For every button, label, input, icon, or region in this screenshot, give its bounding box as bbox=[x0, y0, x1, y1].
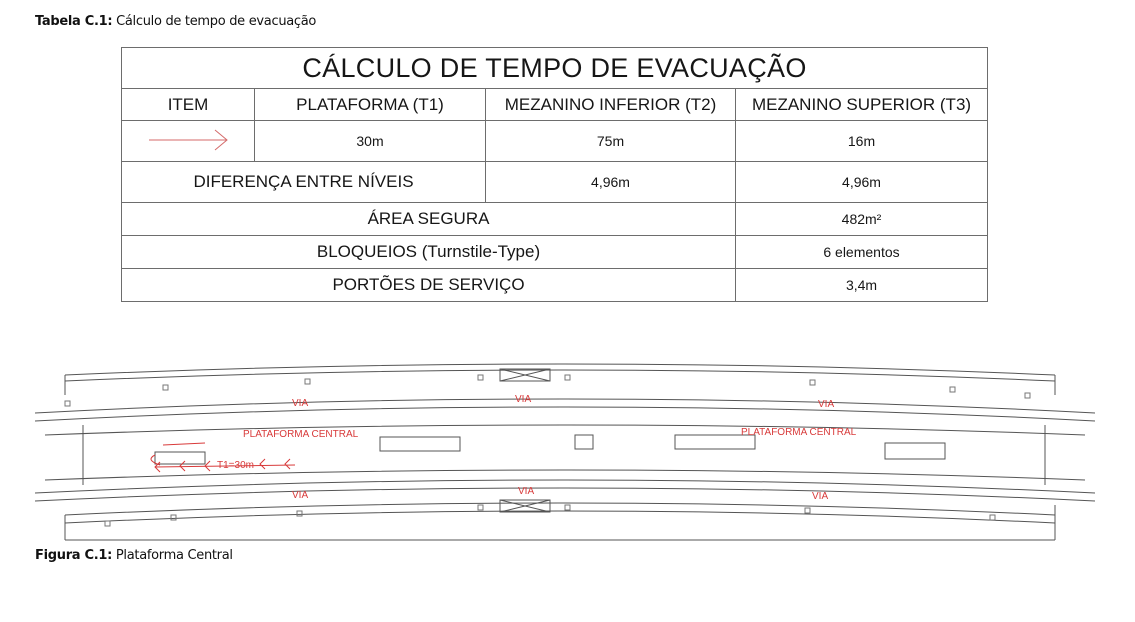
level-diff-label: DIFERENÇA ENTRE NÍVEIS bbox=[122, 162, 486, 203]
track-label: VIA bbox=[292, 490, 309, 501]
table-caption-text: Cálculo de tempo de evacuação bbox=[116, 14, 317, 29]
service-gates-row bbox=[122, 269, 988, 302]
evacuation-time-table bbox=[121, 47, 988, 302]
table-title: CÁLCULO DE TEMPO DE EVACUAÇÃO bbox=[122, 48, 988, 89]
platform-label: PLATAFORMA CENTRAL bbox=[243, 429, 359, 440]
table-caption bbox=[35, 14, 316, 29]
table-caption-label: Tabela C.1: bbox=[35, 14, 113, 29]
safe-area-row bbox=[122, 203, 988, 236]
platform-plan-drawing bbox=[35, 355, 1095, 550]
track-label: VIA bbox=[812, 491, 829, 502]
service-gates-label: PORTÕES DE SERVIÇO bbox=[122, 269, 736, 302]
platform-label: PLATAFORMA CENTRAL bbox=[741, 427, 857, 438]
header-lower-mezzanine: MEZANINO INFERIOR (T2) bbox=[486, 89, 736, 121]
table-title-row bbox=[122, 48, 988, 89]
distance-row bbox=[122, 121, 988, 162]
turnstiles-value: 6 elementos bbox=[736, 236, 988, 269]
safe-area-label: ÁREA SEGURA bbox=[122, 203, 736, 236]
arrow-cell bbox=[122, 121, 255, 162]
level-diff-t3: 4,96m bbox=[736, 162, 988, 203]
track-label: VIA bbox=[292, 398, 309, 409]
header-platform: PLATAFORMA (T1) bbox=[255, 89, 486, 121]
track-label: VIA bbox=[518, 486, 535, 497]
figure-caption-label: Figura C.1: bbox=[35, 548, 113, 563]
table-header-row bbox=[122, 89, 988, 121]
track-label: VIA bbox=[818, 399, 835, 410]
level-diff-row bbox=[122, 162, 988, 203]
track-label: VIA bbox=[515, 394, 532, 405]
level-diff-t2: 4,96m bbox=[486, 162, 736, 203]
distance-t2: 75m bbox=[486, 121, 736, 162]
arrow-right-icon bbox=[143, 128, 233, 152]
distance-t1: 30m bbox=[255, 121, 486, 162]
safe-area-value: 482m² bbox=[736, 203, 988, 236]
turnstiles-label: BLOQUEIOS (Turnstile-Type) bbox=[122, 236, 736, 269]
header-upper-mezzanine: MEZANINO SUPERIOR (T3) bbox=[736, 89, 988, 121]
header-item: ITEM bbox=[122, 89, 255, 121]
figure-caption bbox=[35, 548, 233, 563]
turnstiles-row bbox=[122, 236, 988, 269]
figure-caption-text: Plataforma Central bbox=[115, 548, 233, 563]
distance-t3: 16m bbox=[736, 121, 988, 162]
t1-label: T1=30m bbox=[217, 460, 254, 471]
service-gates-value: 3,4m bbox=[736, 269, 988, 302]
